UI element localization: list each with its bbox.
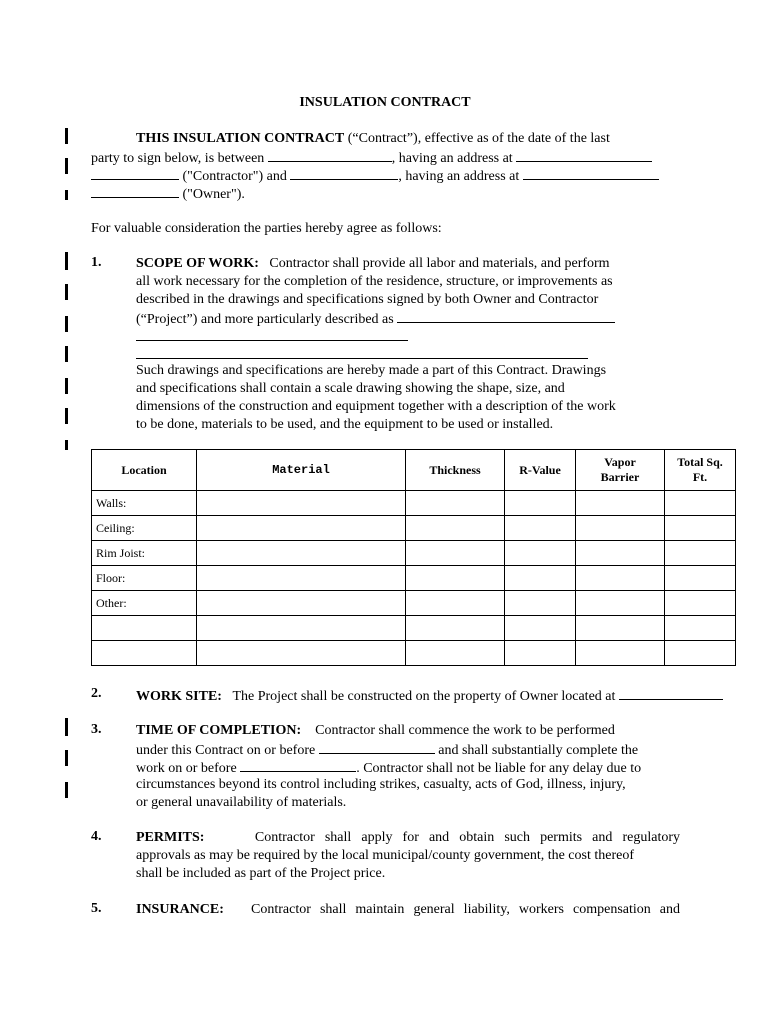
insurance-text: Contractor shall maintain general liability, workers compensation and <box>251 902 681 917</box>
table-row <box>92 591 736 616</box>
vapor-cell[interactable] <box>576 491 665 516</box>
change-bar <box>65 158 68 174</box>
thickness-cell[interactable] <box>406 591 505 616</box>
permits-line-1 <box>136 829 680 847</box>
sqft-cell[interactable] <box>665 641 736 666</box>
intro-text: party to sign below, is between <box>91 151 265 166</box>
table-header-row <box>92 450 736 491</box>
thickness-cell[interactable] <box>406 491 505 516</box>
vapor-cell[interactable] <box>576 566 665 591</box>
row-label[interactable] <box>92 641 197 666</box>
material-cell[interactable] <box>197 541 406 566</box>
worksite-line <box>136 686 723 706</box>
header-rvalue: R-Value <box>505 450 576 491</box>
material-cell[interactable] <box>197 566 406 591</box>
time-heading: TIME OF COMPLETION: <box>136 723 302 738</box>
material-cell[interactable] <box>197 641 406 666</box>
vapor-cell[interactable] <box>576 616 665 641</box>
rvalue-cell[interactable] <box>505 541 576 566</box>
change-bar <box>65 128 68 144</box>
intro-line-1 <box>136 130 610 148</box>
vapor-cell[interactable] <box>576 516 665 541</box>
row-label: Floor: <box>92 566 197 591</box>
time-line-1 <box>136 722 615 740</box>
intro-text: (“Contract”), effective as of the date of the last <box>344 131 610 146</box>
material-cell[interactable] <box>197 591 406 616</box>
row-label[interactable] <box>92 616 197 641</box>
intro-line-2 <box>91 148 652 168</box>
change-bar <box>65 440 68 450</box>
time-text: and shall substantially complete the <box>438 743 639 758</box>
thickness-cell[interactable] <box>406 641 505 666</box>
change-bar <box>65 750 68 766</box>
commence-date-blank[interactable] <box>319 740 435 754</box>
project-description-blank-3[interactable] <box>136 345 588 359</box>
insulation-table <box>91 449 736 666</box>
worksite-text: The Project shall be constructed on the property of Owner located at <box>232 689 616 704</box>
sqft-cell[interactable] <box>665 616 736 641</box>
project-description-line-2[interactable] <box>136 327 408 347</box>
change-bar <box>65 190 68 200</box>
rvalue-cell[interactable] <box>505 641 576 666</box>
time-line-5: or general unavailability of materials. <box>136 795 347 810</box>
vapor-cell[interactable] <box>576 541 665 566</box>
change-bar <box>65 316 68 332</box>
rvalue-cell[interactable] <box>505 516 576 541</box>
table-row <box>92 491 736 516</box>
contractor-address-blank[interactable] <box>516 148 652 162</box>
permits-justified <box>136 829 680 847</box>
sqft-cell[interactable] <box>665 491 736 516</box>
sqft-cell[interactable] <box>665 591 736 616</box>
material-cell[interactable] <box>197 616 406 641</box>
header-location: Location <box>92 450 197 491</box>
rvalue-cell[interactable] <box>505 566 576 591</box>
scope-line-1 <box>136 255 610 273</box>
rvalue-cell[interactable] <box>505 616 576 641</box>
table-row <box>92 641 736 666</box>
intro-bold: THIS INSULATION CONTRACT <box>136 131 345 146</box>
permits-text: Contractor shall apply for and obtain such permits and regulatory <box>254 830 680 845</box>
section-number: 5. <box>91 901 102 916</box>
row-label: Other: <box>92 591 197 616</box>
scope-line-3: described in the drawings and specifications signed by both Owner and Contractor <box>136 292 599 307</box>
rvalue-cell[interactable] <box>505 491 576 516</box>
table-row <box>92 541 736 566</box>
vapor-label-1: Vapor <box>604 455 636 469</box>
owner-address-blank[interactable] <box>523 166 659 180</box>
insurance-justified <box>136 901 680 919</box>
insurance-line-1 <box>136 901 680 919</box>
row-label: Ceiling: <box>92 516 197 541</box>
thickness-cell[interactable] <box>406 516 505 541</box>
time-text: . Contractor shall not be liable for any delay due to <box>356 761 642 776</box>
section-number: 2. <box>91 686 102 701</box>
row-label: Rim Joist: <box>92 541 197 566</box>
scope-line-2: all work necessary for the completion of the residence, structure, or improvements as <box>136 274 613 289</box>
change-bar <box>65 408 68 424</box>
scope-para2-line-4: to be done, materials to be used, and the equipment to be used or installed. <box>136 417 554 432</box>
intro-text: ("Contractor") and <box>179 169 287 184</box>
time-line-2 <box>136 740 638 760</box>
material-cell[interactable] <box>197 491 406 516</box>
change-bar <box>65 378 68 394</box>
scope-para2-line-2: and specifications shall contain a scale drawing showing the shape, size, and <box>136 381 565 396</box>
permits-heading: PERMITS: <box>136 830 205 845</box>
thickness-cell[interactable] <box>406 541 505 566</box>
time-text: work on or before <box>136 761 237 776</box>
header-thickness: Thickness <box>406 450 505 491</box>
insurance-heading: INSURANCE: <box>136 902 224 917</box>
time-line-4: circumstances beyond its control including strikes, casualty, acts of God, illness, injury, <box>136 777 626 792</box>
row-label: Walls: <box>92 491 197 516</box>
worksite-heading: WORK SITE: <box>136 689 222 704</box>
section-number: 4. <box>91 829 102 844</box>
property-location-blank[interactable] <box>619 686 723 700</box>
thickness-cell[interactable] <box>406 616 505 641</box>
intro-line-4 <box>91 184 245 204</box>
contractor-address-blank-2[interactable] <box>91 166 179 180</box>
contractor-name-blank[interactable] <box>268 148 392 162</box>
scope-heading: SCOPE OF WORK: <box>136 256 259 271</box>
time-text: under this Contract on or before <box>136 743 316 758</box>
owner-address-blank-2[interactable] <box>91 184 179 198</box>
scope-text: (“Project”) and more particularly described as <box>136 312 394 327</box>
sqft-cell[interactable] <box>665 541 736 566</box>
permits-line-2: approvals as may be required by the local municipal/county government, the cost thereof <box>136 848 635 863</box>
vapor-cell[interactable] <box>576 591 665 616</box>
vapor-cell[interactable] <box>576 641 665 666</box>
rvalue-cell[interactable] <box>505 591 576 616</box>
header-material: Material <box>197 450 406 491</box>
scope-line-4 <box>136 309 615 329</box>
owner-name-blank[interactable] <box>290 166 398 180</box>
vapor-label-2: Barrier <box>600 470 640 484</box>
change-bar <box>65 346 68 362</box>
material-cell[interactable] <box>197 516 406 541</box>
change-bar <box>65 718 68 736</box>
completion-date-blank[interactable] <box>240 758 356 772</box>
section-number: 1. <box>91 255 102 270</box>
table-row <box>92 616 736 641</box>
sqft-cell[interactable] <box>665 516 736 541</box>
table-row <box>92 516 736 541</box>
table-row <box>92 566 736 591</box>
document-title: INSULATION CONTRACT <box>299 95 471 110</box>
scope-text: Contractor shall provide all labor and materials, and perform <box>269 256 610 271</box>
intro-line-3 <box>91 166 659 186</box>
intro-text: , having an address at <box>398 169 520 184</box>
total-label-1: Total Sq. <box>677 455 723 469</box>
header-vapor-barrier <box>576 450 665 491</box>
change-bar <box>65 252 68 270</box>
scope-para2-line-1: Such drawings and specifications are hereby made a part of this Contract. Drawings <box>136 363 607 378</box>
intro-text: ("Owner"). <box>179 187 245 202</box>
project-description-blank[interactable] <box>397 309 615 323</box>
sqft-cell[interactable] <box>665 566 736 591</box>
section-number: 3. <box>91 722 102 737</box>
header-total-sqft <box>665 450 736 491</box>
intro-text: , having an address at <box>391 151 513 166</box>
scope-para2-line-3: dimensions of the construction and equipment together with a description of the work <box>136 399 616 414</box>
project-description-blank-2[interactable] <box>136 327 408 341</box>
thickness-cell[interactable] <box>406 566 505 591</box>
time-text: Contractor shall commence the work to be performed <box>315 723 615 738</box>
time-line-3 <box>136 758 641 778</box>
change-bar <box>65 782 68 798</box>
change-bar <box>65 284 68 300</box>
consideration-text: For valuable consideration the parties hereby agree as follows: <box>91 221 442 236</box>
permits-line-3: shall be included as part of the Project price. <box>136 866 386 881</box>
total-label-2: Ft. <box>692 470 708 484</box>
